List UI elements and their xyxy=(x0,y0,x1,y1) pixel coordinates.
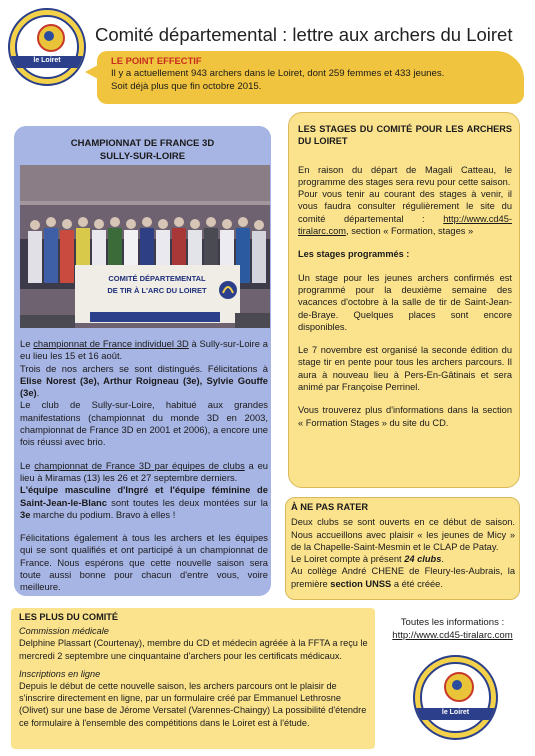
commission-medicale-text: Delphine Plassart (Courtenay), membre du CD et médecin agréée à la FFTA a reçu le mercredi 2 septembre une cinquantaine d'archers pour les certificats médicaux. xyxy=(19,638,368,661)
info-block xyxy=(380,616,525,642)
stages-p5: Vous trouverez plus d'informations dans la section « Formation Stages » du site du CD. xyxy=(298,405,512,428)
banner-line2: DE TIR À L'ARC DU LOIRET xyxy=(107,286,207,295)
ne-pas-rater-heading: À NE PAS RATER xyxy=(291,502,369,512)
podium-photo xyxy=(20,165,270,328)
link-championnat-equipes[interactable]: championnat de France 3D par équipes de clubs xyxy=(34,459,245,471)
stages-p3: Un stage pour les jeunes archers confirmés est programmé pour la deuxième semaine des vacances d'octobre à la salle de tir de Saint-Jean-de-Braye. Quelques places sont encore disponibles. xyxy=(298,272,512,332)
ne-pas-rater-text: À NE PAS RATER Deux clubs se sont ouverts en ce début de saison. Nous accueillons avec plaisir « les jeunes de Micy » de la Chapelle-Saint-Mesmin et le CLAP de Patay. Le Loiret compte à présent 24 clubs. Au collège André CHENE de Fleury-les-Aubrais, la première section UNSS a été créée. xyxy=(291,502,515,589)
banner-line1: COMITÉ DÉPARTEMENTAL xyxy=(108,274,206,283)
point-effectif-line1: Il y a actuellement 943 archers dans le Loiret, dont 259 femmes et 433 jeunes. xyxy=(111,68,445,79)
page-title: Comité départemental : lettre aux archers du Loiret xyxy=(95,24,513,45)
inscriptions-heading: Inscriptions en ligne xyxy=(19,668,101,679)
logo-label: le Loiret xyxy=(33,57,61,64)
championnat-heading: CHAMPIONNAT DE FRANCE 3D xyxy=(70,138,215,149)
link-championnat-individuel[interactable]: championnat de France individuel 3D xyxy=(33,338,189,349)
ne-pas-rater-p1: Deux clubs se sont ouverts en ce début de saison. Nous accueillons avec plaisir « les jeunes de Micy » de la Chapelle-Saint-Mesmin et le CLAP de Patay. xyxy=(291,517,515,552)
point-effectif-heading: LE POINT EFFECTIF xyxy=(111,55,202,66)
point-effectif-line2: Soit déjà plus que fin octobre 2015. xyxy=(111,81,262,92)
comite-logo xyxy=(8,8,86,86)
info-link[interactable]: http://www.cd45-tiralarc.com xyxy=(392,630,513,641)
plus-comite-heading: LES PLUS DU COMITÉ xyxy=(19,612,119,622)
stages-p1: En raison du départ de Magali Catteau, le programme des stages sera revu pour cette saison. xyxy=(298,164,512,187)
logo-label-bottom: le Loiret xyxy=(441,709,470,716)
commission-medicale-heading: Commission médicale xyxy=(19,626,109,637)
banner-logo-icon xyxy=(219,281,237,299)
point-effectif-box xyxy=(97,51,524,104)
stages-p4: Le 7 novembre est organisé la seconde édition du stage tir en pente pour tous les archers parcours. Il aura à nouveau lieu à Pers-En-Gâtinais et sera animé par Françoise Perrinel. xyxy=(298,345,512,393)
paragraph-sully: Le club de Sully-sur-Loire, habitué aux grandes manifestations (championnat du monde 3D en 2003, championnat de France 3D en 2001 et 2006), a encore une fois réussi avec brio. xyxy=(20,399,268,448)
link-cd45-site[interactable]: http://www.cd45-tiralarc.com xyxy=(298,213,512,237)
plus-comite-text xyxy=(19,611,369,735)
championnat-subheading: SULLY-SUR-LOIRE xyxy=(99,151,186,162)
paragraph-felicitations: Félicitations également à tous les archers et les équipes qui se sont qualifiés et ont participé à un championnat de France. Nous espérons que cette nouvelle saison sera toute aussi bonne pour chacun d'entre vous, voire meilleure. xyxy=(20,532,268,593)
stages-subheading: Les stages programmés : xyxy=(298,249,410,260)
championnat-text: Le championnat de France individuel 3D à Sully-sur-Loire a eu lieu les 15 et 16 août. Trois de nos archers se sont distingués. Félicitations à Elise Norest (3e), Arthur Roigneau (3e), Sylvie Gouffe (3e). Le club de Sully-sur-Loire, habitué aux grandes manifestations (championnat du monde 3D en 2003, championnat de France 3D en 2001 et 2006), a encore une fois réussi avec brio. Le championnat de France 3D par équipes de clubs a eu lieu à Miramas (13) les 26 et 27 septembre derniers. L'équipe masculine d'Ingré et l'équipe féminine de Saint-Jean-le-Blanc sont toutes les deux montées sur la 3e marche du podium. Bravo à elles ! Félicitations également à tous les archers et les équipes qui se sont qualifiés et ont participé à un championnat de France. Nous espérons que cette nouvelle saison sera toute aussi bonne pour chacun d'entre vous, voire meilleure. xyxy=(20,338,268,593)
comite-logo-bottom xyxy=(413,655,498,740)
stages-heading: LES STAGES DU COMITÉ POUR LES ARCHERS DU LOIRET xyxy=(298,124,512,147)
info-label: Toutes les informations : xyxy=(400,617,505,628)
inscriptions-text: Depuis le début de cette nouvelle saison, les archers parcours ont le plaisir de s'inscrire directement en ligne, par un formulaire créé par Emmanuel Lethrosne (Olivet) sur une base de Jérome Versatel (Varennes-Chaingy) La possibilité d'étendre ce formulaire à l'ensemble des compétitions dans le Loiret est à l'étude. xyxy=(19,681,367,728)
stages-text: LES STAGES DU COMITÉ POUR LES ARCHERS DU LOIRET En raison du départ de Magali Catteau, le programme des stages sera revu pour cette saison. Pour vous tenir au courant des stages à venir, il vous faudra consulter régulièrement le site du comité départemental : http://www.cd45-tiralarc.com, section « Formation, stages » Les stages programmés : Un stage pour les jeunes archers confirmés est programmé pour la deuxième semaine des vacances d'octobre à la salle de tir de Saint-Jean-de-Braye. Quelques places sont encore disponibles. Le 7 novembre est organisé la seconde édition du stage tir en pente pour tous les archers parcours. Il aura à nouveau lieu à Pers-En-Gâtinais et sera animé par Françoise Perrinel. Vous trouverez plus d'informations dans la section « Formation Stages » du site du CD. xyxy=(298,124,512,428)
